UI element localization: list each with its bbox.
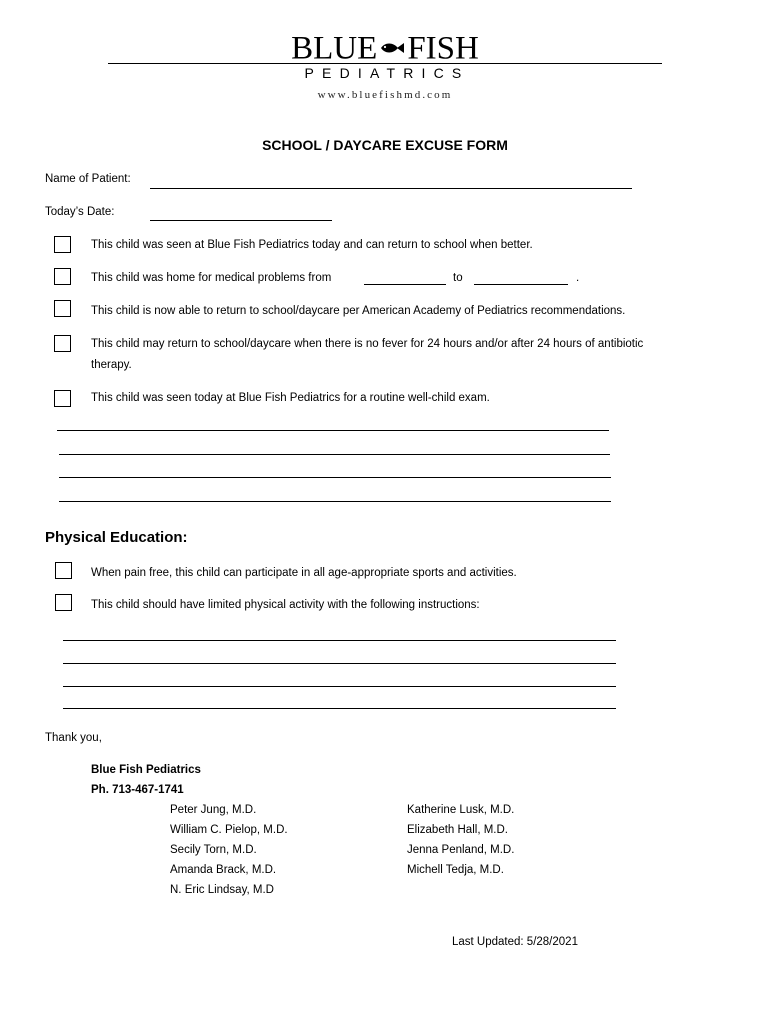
item-home-medical: This child was home for medical problems from bbox=[91, 272, 332, 284]
from-date-field[interactable] bbox=[364, 284, 446, 285]
item-aap: This child is now able to return to school/daycare per American Academy of Pediatrics recommendations. bbox=[91, 305, 626, 317]
doctor-name: Katherine Lusk, M.D. bbox=[407, 804, 515, 816]
item-well-child: This child was seen today at Blue Fish Pediatrics for a routine well-child exam. bbox=[91, 392, 490, 404]
logo-left-word: BLUE bbox=[291, 30, 378, 67]
item-no-fever: This child may return to school/daycare when there is no fever for 24 hours and/or after 24 hours of antibiotic bbox=[91, 338, 644, 350]
item-pe-limited: This child should have limited physical activity with the following instructions: bbox=[91, 599, 480, 611]
last-updated: Last Updated: 5/28/2021 bbox=[452, 936, 578, 948]
notes-line[interactable] bbox=[59, 477, 611, 478]
form-title: SCHOOL / DAYCARE EXCUSE FORM bbox=[262, 137, 508, 153]
patient-name-label: Name of Patient: bbox=[45, 173, 131, 185]
notes-line[interactable] bbox=[59, 454, 610, 455]
pe-notes-line[interactable] bbox=[63, 708, 616, 709]
practice-name: Blue Fish Pediatrics bbox=[91, 764, 201, 776]
doctor-name: Peter Jung, M.D. bbox=[170, 804, 257, 816]
item-seen-today: This child was seen at Blue Fish Pediatrics today and can return to school when better. bbox=[91, 239, 533, 251]
notes-line[interactable] bbox=[57, 430, 609, 431]
logo-subtitle: PEDIATRICS bbox=[304, 65, 470, 81]
pe-heading: Physical Education: bbox=[45, 529, 188, 546]
logo bbox=[280, 28, 490, 66]
thank-you: Thank you, bbox=[45, 732, 102, 744]
doctor-name: Jenna Penland, M.D. bbox=[407, 844, 515, 856]
doctor-name: Amanda Brack, M.D. bbox=[170, 864, 277, 876]
pe-notes-line[interactable] bbox=[63, 663, 616, 664]
period: . bbox=[576, 272, 580, 284]
logo-right-word: FISH bbox=[407, 30, 479, 67]
doctor-name: Secily Torn, M.D. bbox=[170, 844, 257, 856]
item-no-fever-cont: therapy. bbox=[91, 359, 132, 371]
checkbox-home-medical[interactable] bbox=[54, 268, 71, 285]
doctor-name: Michell Tedja, M.D. bbox=[407, 864, 504, 876]
patient-name-field[interactable] bbox=[150, 188, 632, 189]
checkbox-no-fever[interactable] bbox=[54, 335, 71, 352]
notes-line[interactable] bbox=[59, 501, 611, 502]
to-label: to bbox=[453, 272, 463, 284]
date-field[interactable] bbox=[150, 220, 332, 221]
date-label: Today’s Date: bbox=[45, 206, 115, 218]
item-pe-full: When pain free, this child can participate in all age-appropriate sports and activities. bbox=[91, 567, 517, 579]
doctor-name: William C. Pielop, M.D. bbox=[170, 824, 288, 836]
practice-phone: Ph. 713-467-1741 bbox=[91, 784, 184, 796]
pe-notes-line[interactable] bbox=[63, 686, 616, 687]
doctor-name: Elizabeth Hall, M.D. bbox=[407, 824, 508, 836]
checkbox-aap[interactable] bbox=[54, 300, 71, 317]
checkbox-well-child[interactable] bbox=[54, 390, 71, 407]
fish-icon bbox=[379, 41, 405, 55]
checkbox-pe-limited[interactable] bbox=[55, 594, 72, 611]
pe-notes-line[interactable] bbox=[63, 640, 616, 641]
checkbox-seen-today[interactable] bbox=[54, 236, 71, 253]
doctor-name: N. Eric Lindsay, M.D bbox=[170, 884, 274, 896]
to-date-field[interactable] bbox=[474, 284, 568, 285]
website-url: www.bluefishmd.com bbox=[317, 89, 453, 101]
checkbox-pe-full[interactable] bbox=[55, 562, 72, 579]
